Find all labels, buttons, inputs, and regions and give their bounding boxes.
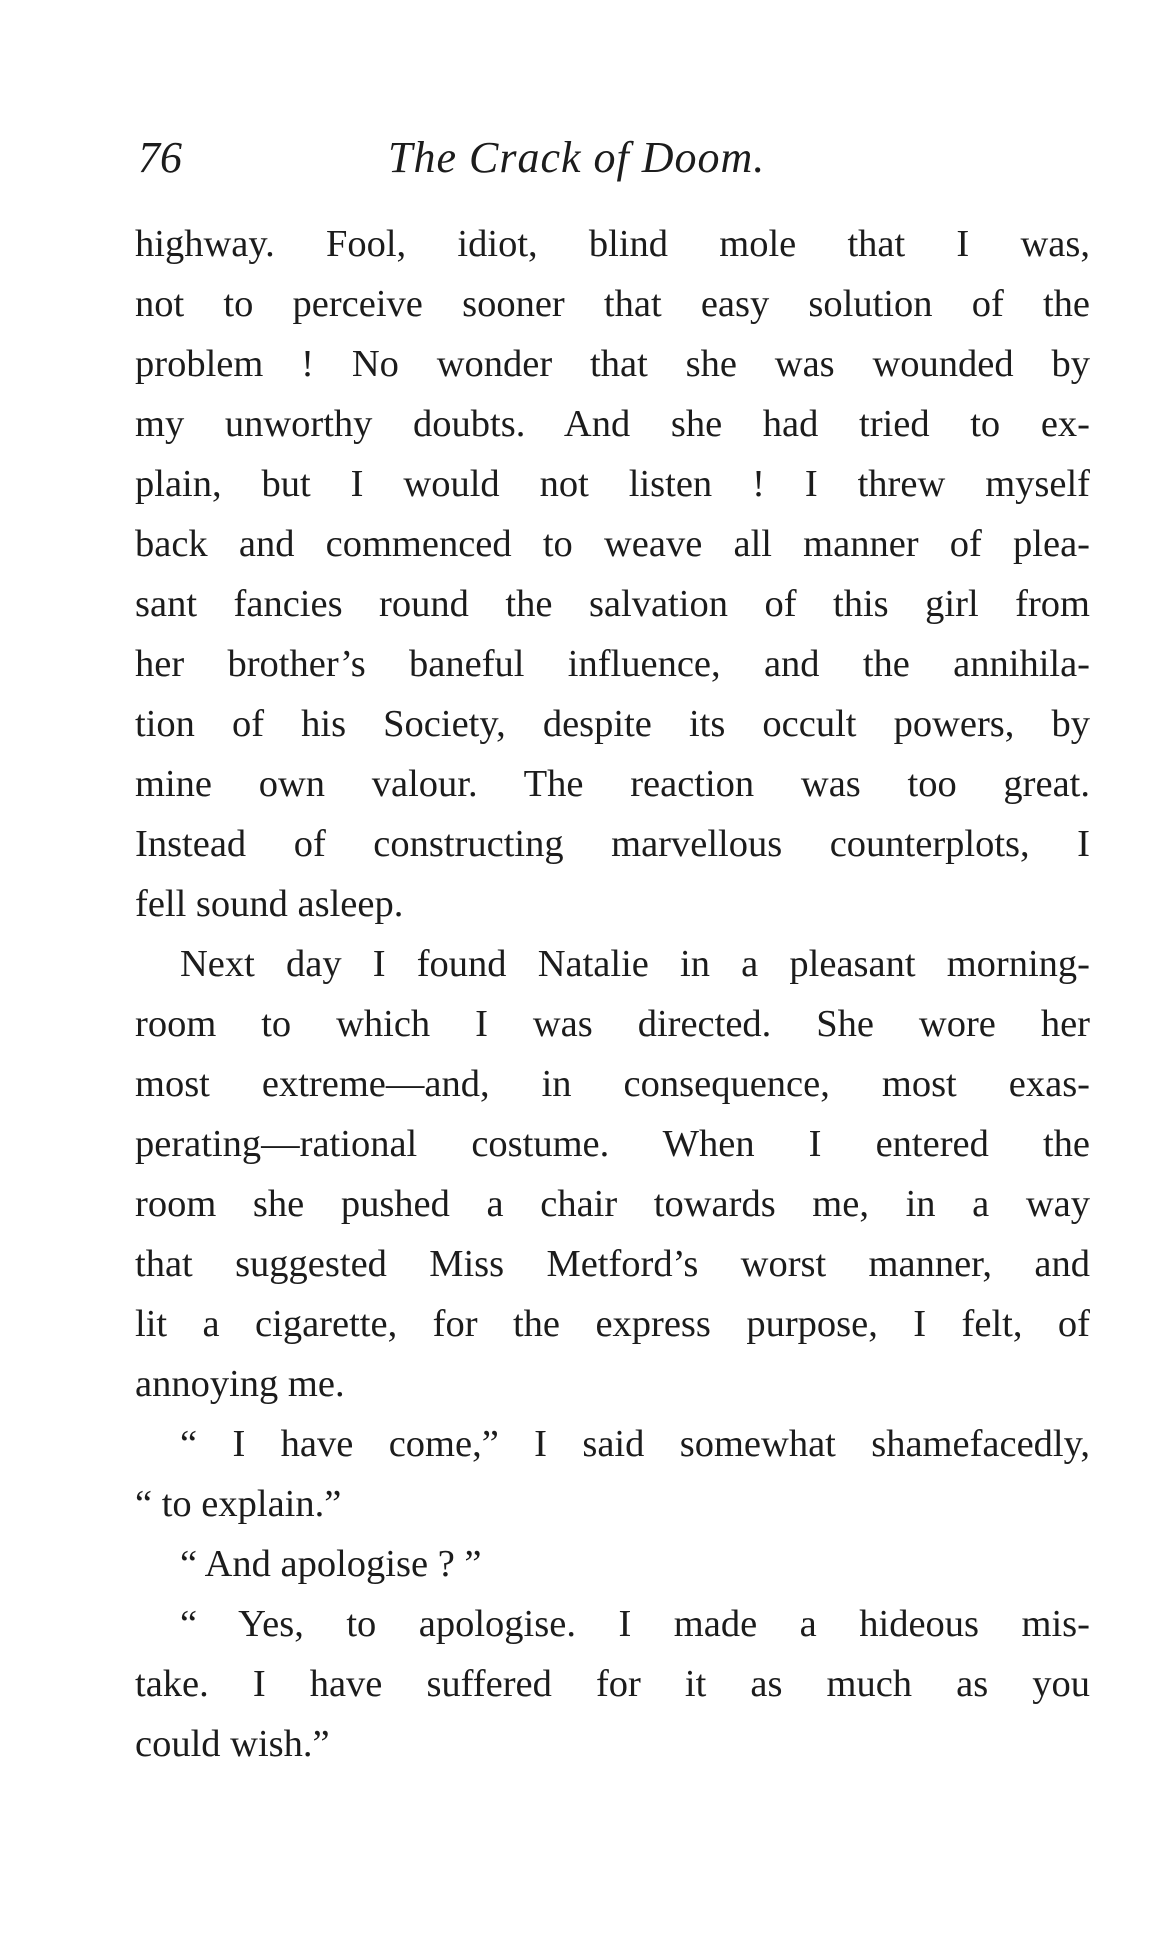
text-line: “ And apologise ? ” — [180, 1543, 482, 1585]
text-line: Instead of constructing marvellous counterplots, I — [135, 823, 1090, 865]
text-line: take. I have suffered for it as much as you — [135, 1663, 1090, 1705]
text-line: her brother’s baneful influence, and the annihila- — [135, 643, 1090, 685]
text-line: “ Yes, to apologise. I made a hideous mis- — [180, 1603, 1090, 1645]
text-line: Next day I found Natalie in a pleasant morning- — [180, 943, 1090, 985]
text-line: most extreme—and, in consequence, most exas- — [135, 1063, 1090, 1105]
text-line: perating—rational costume. When I entered the — [135, 1123, 1090, 1165]
text-line: room to which I was directed. She wore her — [135, 1003, 1090, 1045]
text-line: mine own valour. The reaction was too great. — [135, 763, 1090, 805]
body-text — [135, 214, 1090, 1774]
text-line: my unworthy doubts. And she had tried to ex- — [135, 403, 1090, 445]
text-line: could wish.” — [135, 1723, 330, 1765]
text-line: lit a cigarette, for the express purpose, I felt, of — [135, 1303, 1090, 1345]
running-title: The Crack of Doom. — [388, 133, 766, 182]
paragraph-5 — [135, 1594, 1090, 1774]
text-line: fell sound asleep. — [135, 883, 404, 925]
paragraph-2 — [135, 934, 1090, 1414]
page-header — [138, 128, 1038, 188]
text-line: highway. Fool, idiot, blind mole that I was, — [135, 223, 1090, 265]
text-line: tion of his Society, despite its occult powers, by — [135, 703, 1090, 745]
paragraph-1 — [135, 214, 1090, 934]
text-line: annoying me. — [135, 1363, 345, 1405]
text-line: room she pushed a chair towards me, in a way — [135, 1183, 1090, 1225]
text-line: plain, but I would not listen ! I threw myself — [135, 463, 1090, 505]
text-line: back and commenced to weave all manner of plea- — [135, 523, 1090, 565]
text-line: problem ! No wonder that she was wounded by — [135, 343, 1090, 385]
text-line: “ to explain.” — [135, 1483, 342, 1525]
paragraph-4 — [135, 1534, 1090, 1594]
page-number: 76 — [138, 133, 182, 182]
text-line: “ I have come,” I said somewhat shamefacedly, — [180, 1423, 1090, 1465]
text-line: that suggested Miss Metford’s worst manner, and — [135, 1243, 1090, 1285]
text-line: not to perceive sooner that easy solution of the — [135, 283, 1090, 325]
paragraph-3 — [135, 1414, 1090, 1534]
text-line: sant fancies round the salvation of this girl from — [135, 583, 1090, 625]
